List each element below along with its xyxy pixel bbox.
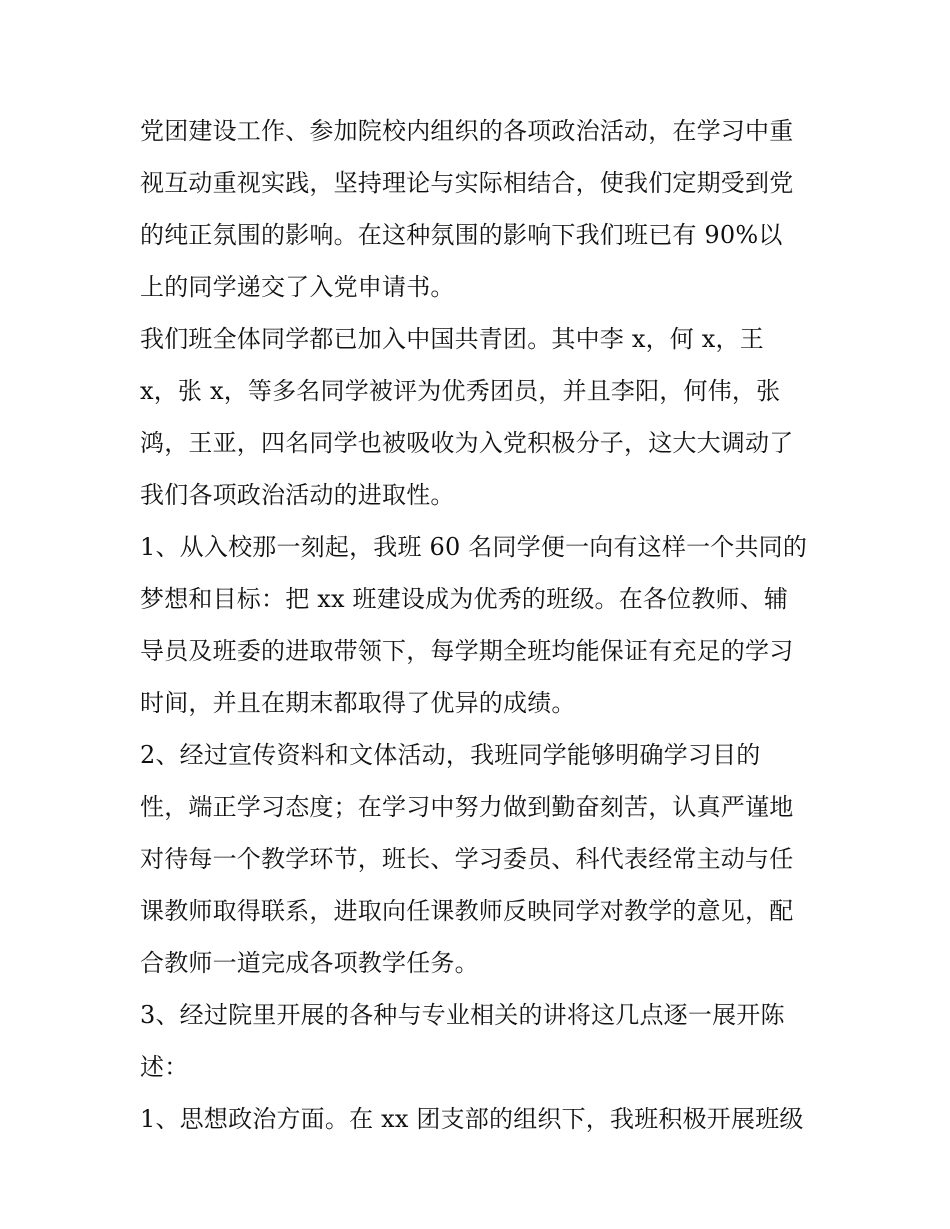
text-line: x，张 x，等多名同学被评为优秀团员，并且李阳，何伟，张 xyxy=(140,377,781,405)
text-line: 1、思想政治方面。在 xx 团支部的组织下，我班积极开展班级 xyxy=(140,1105,804,1133)
text-line: 述： xyxy=(140,1053,189,1081)
text-line: 上的同学递交了入党申请书。 xyxy=(140,273,455,301)
text-line: 时间，并且在期末都取得了优异的成绩。 xyxy=(140,689,576,717)
text-line: 2、经过宣传资料和文体活动，我班同学能够明确学习目的 xyxy=(140,741,761,769)
text-line: 对待每一个教学环节，班长、学习委员、科代表经常主动与任 xyxy=(140,845,794,873)
text-line: 合教师一道完成各项教学任务。 xyxy=(140,949,479,977)
text-line: 梦想和目标：把 xx 班建设成为优秀的班级。在各位教师、辅 xyxy=(140,585,789,613)
text-line: 1、从入校那一刻起，我班 60 名同学便一向有这样一个共同的 xyxy=(140,533,808,561)
text-line: 3、经过院里开展的各种与专业相关的讲将这几点逐一展开陈 xyxy=(140,1001,785,1029)
text-line: 我们各项政治活动的进取性。 xyxy=(140,481,455,509)
text-line: 我们班全体同学都已加入中国共青团。其中李 x，何 x，王 xyxy=(140,325,764,353)
text-line: 导员及班委的进取带领下，每学期全班均能保证有充足的学习 xyxy=(140,637,794,665)
text-line: 性，端正学习态度；在学习中努力做到勤奋刻苦，认真严谨地 xyxy=(140,793,794,821)
text-line: 鸿，王亚，四名同学也被吸收为入党积极分子，这大大调动了 xyxy=(140,429,794,457)
text-line: 课教师取得联系，进取向任课教师反映同学对教学的意见，配 xyxy=(140,897,794,925)
text-line: 党团建设工作、参加院校内组织的各项政治活动，在学习中重 xyxy=(140,117,794,145)
text-line: 的纯正氛围的影响。在这种氛围的影响下我们班已有 90%以 xyxy=(140,221,783,249)
text-line: 视互动重视实践，坚持理论与实际相结合，使我们定期受到党 xyxy=(140,169,794,197)
